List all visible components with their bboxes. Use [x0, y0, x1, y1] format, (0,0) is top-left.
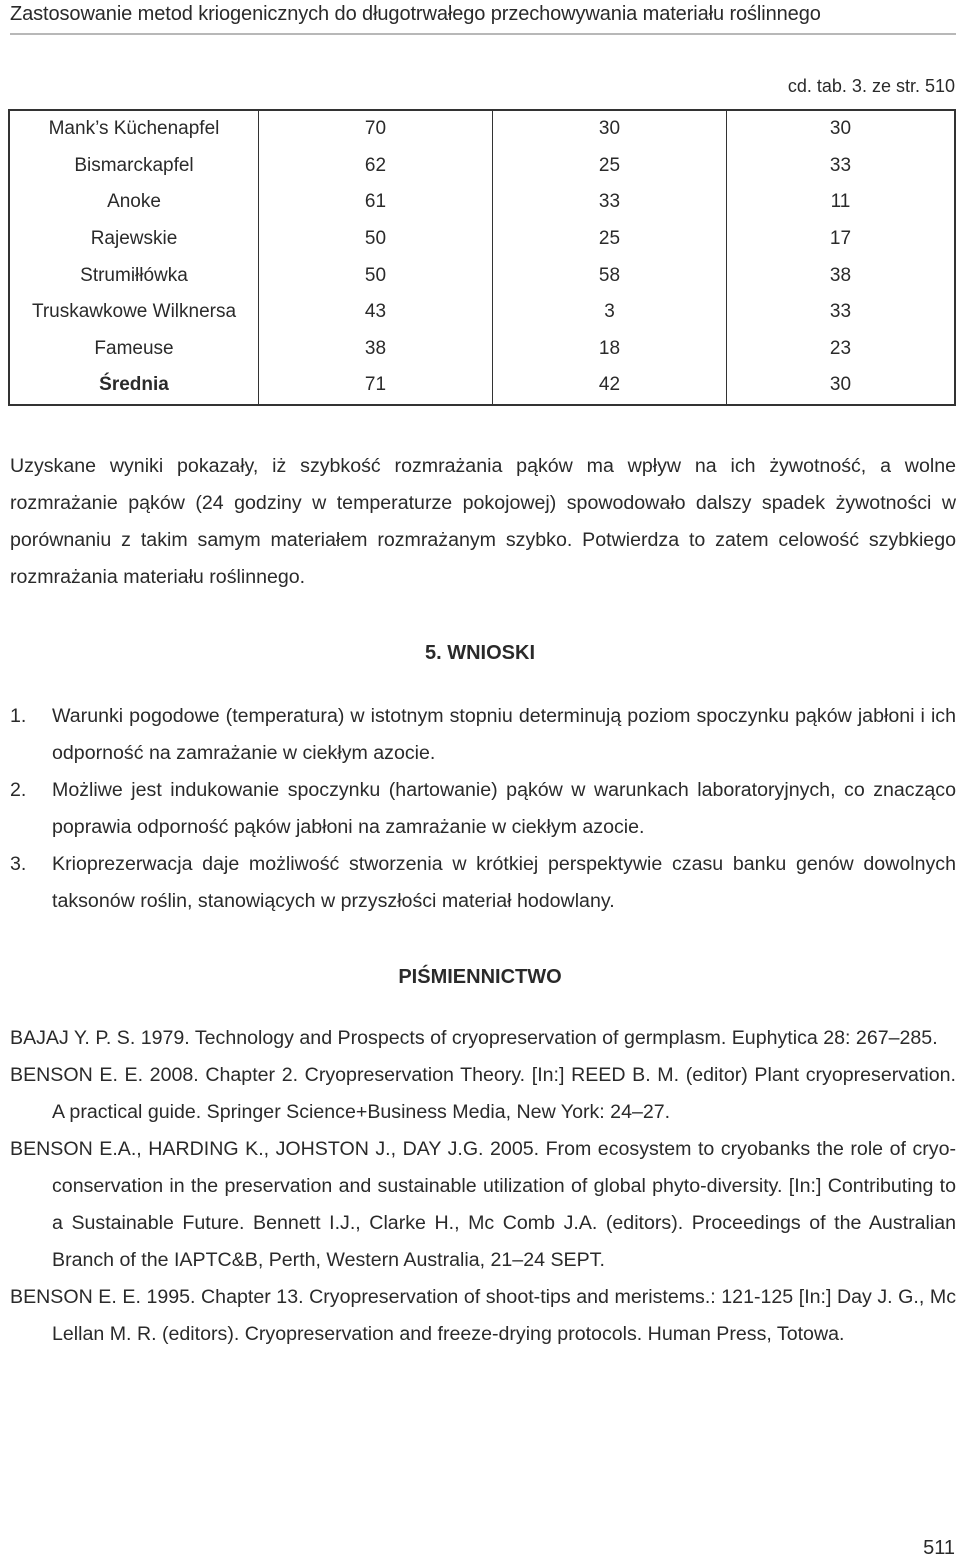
table-cell: 18 — [493, 331, 727, 368]
table-cell: 23 — [727, 331, 956, 368]
variety-name: Strumiłłówka — [80, 264, 188, 286]
table-cell: 61 — [259, 184, 493, 221]
table-cell: 25 — [493, 148, 727, 185]
list-item — [10, 846, 956, 920]
header-divider — [10, 33, 956, 35]
table-cell: 17 — [727, 221, 956, 258]
table-average-row — [9, 367, 955, 405]
references-heading: PIŚMIENNICTWO — [398, 966, 562, 988]
reference-item: BAJAJ Y. P. S. 1979. Technology and Prospects of cryopreservation of germplasm. Euphytica 28: 267–285. — [10, 1027, 938, 1049]
table-row — [9, 110, 955, 148]
table-row — [9, 294, 955, 331]
table-cell: 33 — [727, 294, 956, 331]
table-cell: 33 — [727, 148, 956, 185]
page-number: 511 — [923, 1537, 955, 1559]
table-cell: 71 — [259, 367, 493, 405]
reference-item: BENSON E. E. 2008. Chapter 2. Cryopreservation Theory. [In:] REED B. M. (editor) Plant cryopreservation. A practical guide. Springer Science+Business Media, New York: 24–27. — [10, 1064, 956, 1123]
table-cell: 30 — [727, 110, 956, 148]
table-row — [9, 184, 955, 221]
average-label: Średnia — [99, 374, 169, 396]
results-table — [8, 109, 956, 406]
reference-item: BENSON E.A., HARDING K., JOHSTON J., DAY J.G. 2005. From ecosystem to cryobanks the role of cryo-conservation in the preservation and sustainable utilization of global phyto-diversity. [In:] Contributing to a Sustainable Future. Bennett I.J., Clarke H., Mc Comb J.A. (editors). Proceedings of the Australian Branch of the IAPTC&B, Perth, Western Australia, 21–24 SEPT. — [10, 1138, 956, 1271]
table-continuation-note: cd. tab. 3. ze str. 510 — [787, 76, 955, 96]
table-cell: 43 — [259, 294, 493, 331]
list-item — [10, 772, 956, 846]
item-number: 3. — [10, 853, 27, 875]
variety-name: Truskawkowe Wilknersa — [31, 301, 237, 323]
variety-name: Bismarckapfel — [74, 154, 194, 176]
variety-name: Rajewskie — [90, 228, 178, 250]
table-cell: 3 — [493, 294, 727, 331]
item-text: Krioprezerwacja daje możliwość stworzenia w krótkiej perspektywie czasu banku genów dowolnych taksonów roślin, stanowiących w przyszłości materiał hodowlany. — [52, 853, 956, 912]
variety-name: Fameuse — [94, 337, 174, 359]
table-row — [9, 331, 955, 368]
table-cell: 25 — [493, 221, 727, 258]
table-cell: 38 — [259, 331, 493, 368]
table-cell: 38 — [727, 257, 956, 294]
table-row — [9, 148, 955, 185]
conclusions-heading: 5. WNIOSKI — [424, 642, 535, 664]
table-cell: 50 — [259, 257, 493, 294]
table-cell: 30 — [727, 367, 956, 405]
list-item — [10, 698, 956, 772]
results-paragraph: Uzyskane wyniki pokazały, iż szybkość rozmrażania pąków ma wpływ na ich żywotność, a wolne rozmrażanie pąków (24 godziny w temperaturze pokojowej) spowodowało dalszy spadek żywotności w porównaniu z takim samym materiałem rozmrażanym szybko. Potwierdza to zatem celowość szybkiego rozmrażania materiału roślinnego. — [10, 455, 956, 588]
item-number: 1. — [10, 705, 27, 727]
table-cell: 11 — [727, 184, 956, 221]
item-text: Warunki pogodowe (temperatura) w istotnym stopniu determinują poziom spoczynku pąków jabłoni i ich odporność na zamrażanie w ciekłym azocie. — [52, 705, 956, 764]
conclusions-list — [10, 698, 956, 920]
reference-item: BENSON E. E. 1995. Chapter 13. Cryopreservation of shoot-tips and meristems.: 121-125 [In:] Day J. G., Mc Lellan M. R. (editors). Cryopreservation and freeze-drying protocols. Human Press, Totowa. — [10, 1286, 956, 1345]
references-list — [10, 1020, 956, 1353]
table-cell: 33 — [493, 184, 727, 221]
variety-name: Anoke — [107, 191, 161, 213]
running-header: Zastosowanie metod kriogenicznych do długotrwałego przechowywania materiału roślinnego — [10, 3, 821, 25]
table-cell: 30 — [493, 110, 727, 148]
table-cell: 62 — [259, 148, 493, 185]
table-cell: 50 — [259, 221, 493, 258]
table-cell: 70 — [259, 110, 493, 148]
table-row — [9, 257, 955, 294]
table-cell: 58 — [493, 257, 727, 294]
variety-name: Mank’s Küchenapfel — [48, 118, 220, 140]
table-cell: 42 — [493, 367, 727, 405]
table-row — [9, 221, 955, 258]
item-number: 2. — [10, 779, 27, 801]
item-text: Możliwe jest indukowanie spoczynku (hartowanie) pąków w warunkach laboratoryjnych, co znacząco poprawia odporność pąków jabłoni na zamrażanie w ciekłym azocie. — [52, 779, 956, 838]
